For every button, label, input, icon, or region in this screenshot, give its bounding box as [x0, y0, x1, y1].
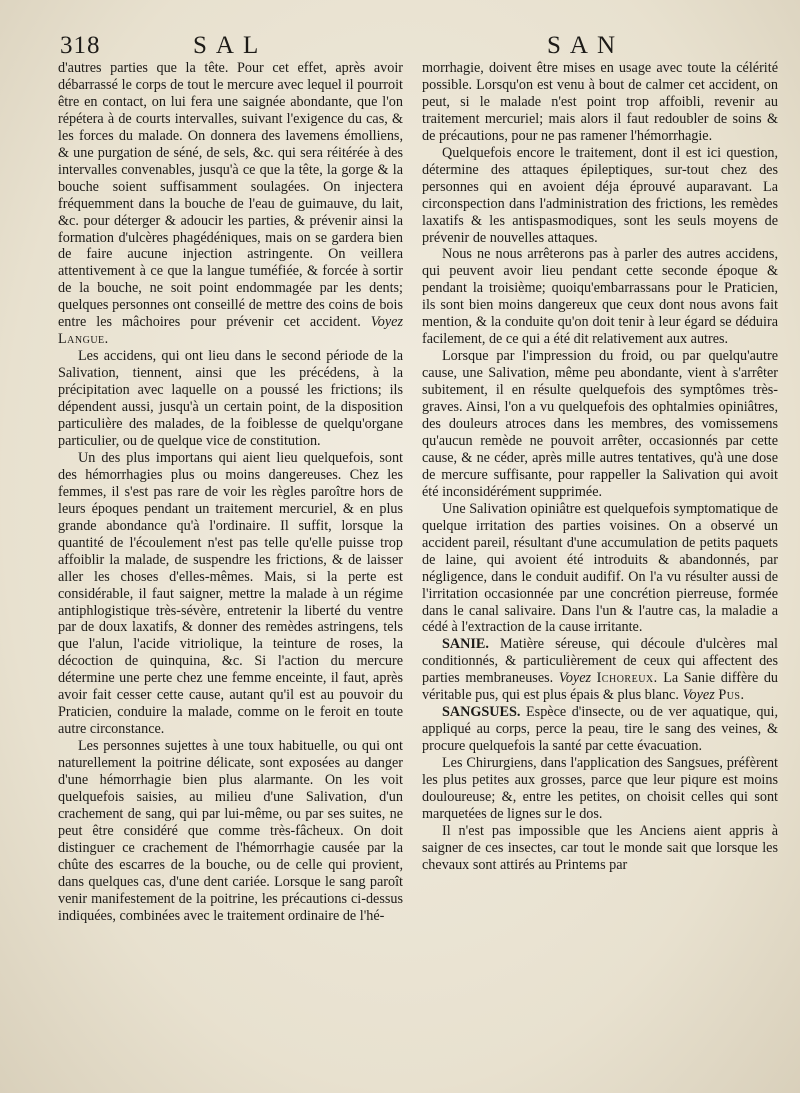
paragraph: Il n'est pas impossible que les Anciens aient appris à saigner de ces insectes, car tout le monde sait que lorsque les chevaux sont attirés au Printems par — [422, 822, 778, 873]
paragraph: Nous ne nous arrêterons pas à parler des autres accidens, qui peuvent avoir lieu pendant cette seconde époque & pendant la troisième; quoiqu'embarrassans pour le Praticien, ils sont bien moins dangereux que ceux dont nous avons fait mention, & la conduite qu'on doit tenir à leur égard se déduira facilement, de ce qui a été dit relativement aux autres. — [422, 246, 778, 348]
paragraph: morrhagie, doivent être mises en usage avec toute la célérité possible. Lorsqu'on est venu à bout de calmer cet accident, on peut, si le malade n'est point trop affoibli, revenir au traitement mercuriel; mais alors il faut redoubler de soins & de précautions, pour ne pas ramener l'hémorrhagie. — [422, 60, 778, 144]
paragraph: Les Chirurgiens, dans l'application des Sangsues, préfèrent les plus petites aux grosses, parce que leur piqure est moins douloureuse; &, entre les petites, on choisit celles qui sont marquetées de lignes sur le dos. — [422, 755, 778, 822]
entry-headword: SANGSUES. — [442, 704, 521, 721]
paragraph: Les personnes sujettes à une toux habituelle, ou qui ont naturellement la poitrine délicate, sont exposées au danger d'une hémorrhagie bien plus alarmante. On les voit quelquefois saisies, au milieu d'une Salivation, d'un crachement de sang, qui par lui-même, ou par ses suites, ne peut être considéré que comme très-fâcheux. On doit distinguer ce crachement de l'hémorrhagie causée par la chûte des escarres de la bouche, ou de celle qui provient, dans quelques cas, d'une dent cariée. Lorsque le sang paroît venir manifestement de la poitrine, les précautions ci-dessus indiquées, combinées avec le traitement ordinaire de l'hé- — [58, 738, 403, 924]
entry-headword: SANIE. — [442, 636, 489, 653]
see-reference: Voyez — [682, 687, 715, 704]
cross-reference: Langue. — [58, 331, 109, 348]
right-column — [422, 60, 778, 874]
running-head-left: SAL — [193, 32, 268, 59]
running-head-right: SAN — [547, 32, 625, 59]
paragraph: Une Salivation opiniâtre est quelquefois symptomatique de quelque irritation des parties voisines. On a observé un accident pareil, résultant d'une accumulation de petits paquets de laine, qui avoient été introduits & abandonnés, par négligence, dans le conduit audifif. On l'a vu résulter aussi de l'irritation occasionnée par une concrétion pierreuse, formée dans le canal salivaire. Dans l'un & l'autre cas, la maladie a cédé à l'extraction de la cause irritante. — [422, 500, 778, 636]
page-number: 318 — [60, 32, 101, 59]
dictionary-entry-sangsues: SANGSUES. Espèce d'insecte, ou de ver aquatique, qui, appliqué au corps, perce la peau, tire le sang des veines, & procure quelquefois la santé par cette évacuation. — [422, 704, 778, 755]
see-reference: Voyez — [558, 670, 592, 687]
paragraph: Quelquefois encore le traitement, dont il est ici question, détermine des attaques épileptiques, sur-tout chez des personnes qui en avoient déja éprouvé auparavant. La circonspection dans l'administration des frictions, les remèdes laxatifs & les antispasmodiques, sont les seuls moyens de prévenir de nouvelles attaques. — [422, 144, 778, 246]
cross-reference: Pus. — [718, 687, 745, 704]
paragraph: d'autres parties que la tête. Pour cet effet, après avoir débarrassé le corps de tout le mercure avec lequel il pourroit être en contact, on lui fera une saignée abondante, que l'on répétera à de courts intervalles, suivant l'exigence du cas, & les forces du malade. On donnera des lavemens émolliens, & une purgation de séné, de sels, &c. qui sera réitérée à des intervalles convenables, jusqu'à ce que la tête, la gorge & la bouche soient suffisamment soulagées. On injectera fréquemment dans la bouche de l'eau de guimauve, du lait, &c. pour déterger & adoucir les parties, & prévenir ainsi la formation d'ulcères phagédéniques, mais on se gardera bien de faire aucune injection astringente. On veillera attentivement à ce que la langue tuméfiée, & forcée à sortir de la bouche, ne soit point endommagée par les dents; quelques personnes ont conseillé de mettre des coins de bois entre les mâchoires pour prévenir cet accident. Voyez Langue. — [58, 60, 404, 348]
paragraph: Un des plus importans qui aient lieu quelquefois, sont des hémorrhagies plus ou moins dangereuses. Chez les femmes, il s'est pas rare de voir les règles paroître hors de leurs époques pendant un traitement mercuriel, & en plus grande abondance qu'à l'ordinaire. Il suffit, lorsque la quantité de l'écoulement n'est pas telle qu'elle puisse trop affoiblir la malade, de suspendre les frictions, & de laisser aller les choses d'elles-mêmes. Mais, si la perte est considérable, il faut saigner, mettre la malade à un régime antiphlogistique très-sévère, entretenir la liberté du ventre par de doux laxatifs, & donner des remèdes astringens, tels que l'alun, l'acide vitriolique, la teinture de roses, la décoction de quinquina, &c. Si l'action du mercure détermine une perte chez une femme enceinte, il faut, après avoir fait cesser cette cause, autant qu'il est au pouvoir du Praticien, conduire la malade, comme on le feroit en toute autre circonstance. — [58, 449, 403, 738]
dictionary-entry-sanie: SANIE. Matière séreuse, qui découle d'ulcères mal conditionnés, & particulièrement de ceux qui affectent des parties membraneuses. Voyez Ichoreux. La Sanie diffère du véritable pus, qui est plus épais & plus blanc. Voyez Pus. — [422, 636, 779, 704]
left-column — [58, 60, 403, 925]
page-header — [60, 30, 780, 62]
paragraph: Les accidens, qui ont lieu dans le second période de la Salivation, tiennent, ainsi que les précédens, à la précipitation avec laquelle on a poussé les frictions; ils dépendent aussi, jusqu'à un certain point, de la disposition particulière des malades, de la foiblesse de quelqu'organe particulier, ou de quelque vice de constitution. — [58, 348, 403, 449]
see-reference: Voyez — [370, 314, 404, 331]
paragraph: Lorsque par l'impression du froid, ou par quelqu'autre cause, une Salivation, même peu abondante, vient à s'arrêter subitement, il en résulte quelquefois des symptômes très-graves. Ainsi, l'on a vu quelquefois des ophtalmies opiniâtres, des douleurs atroces dans les membres, des vomissemens qu'aucun remède ne pouvoit arrêter, occasionnés par cette cause, & ne céder, après mille autres tentatives, qu'à une dose de mercure suffisante, pour rappeller la Salivation qui avoit été inconsidérément supprimée. — [422, 348, 778, 500]
cross-reference: Ichoreux. — [596, 670, 658, 687]
